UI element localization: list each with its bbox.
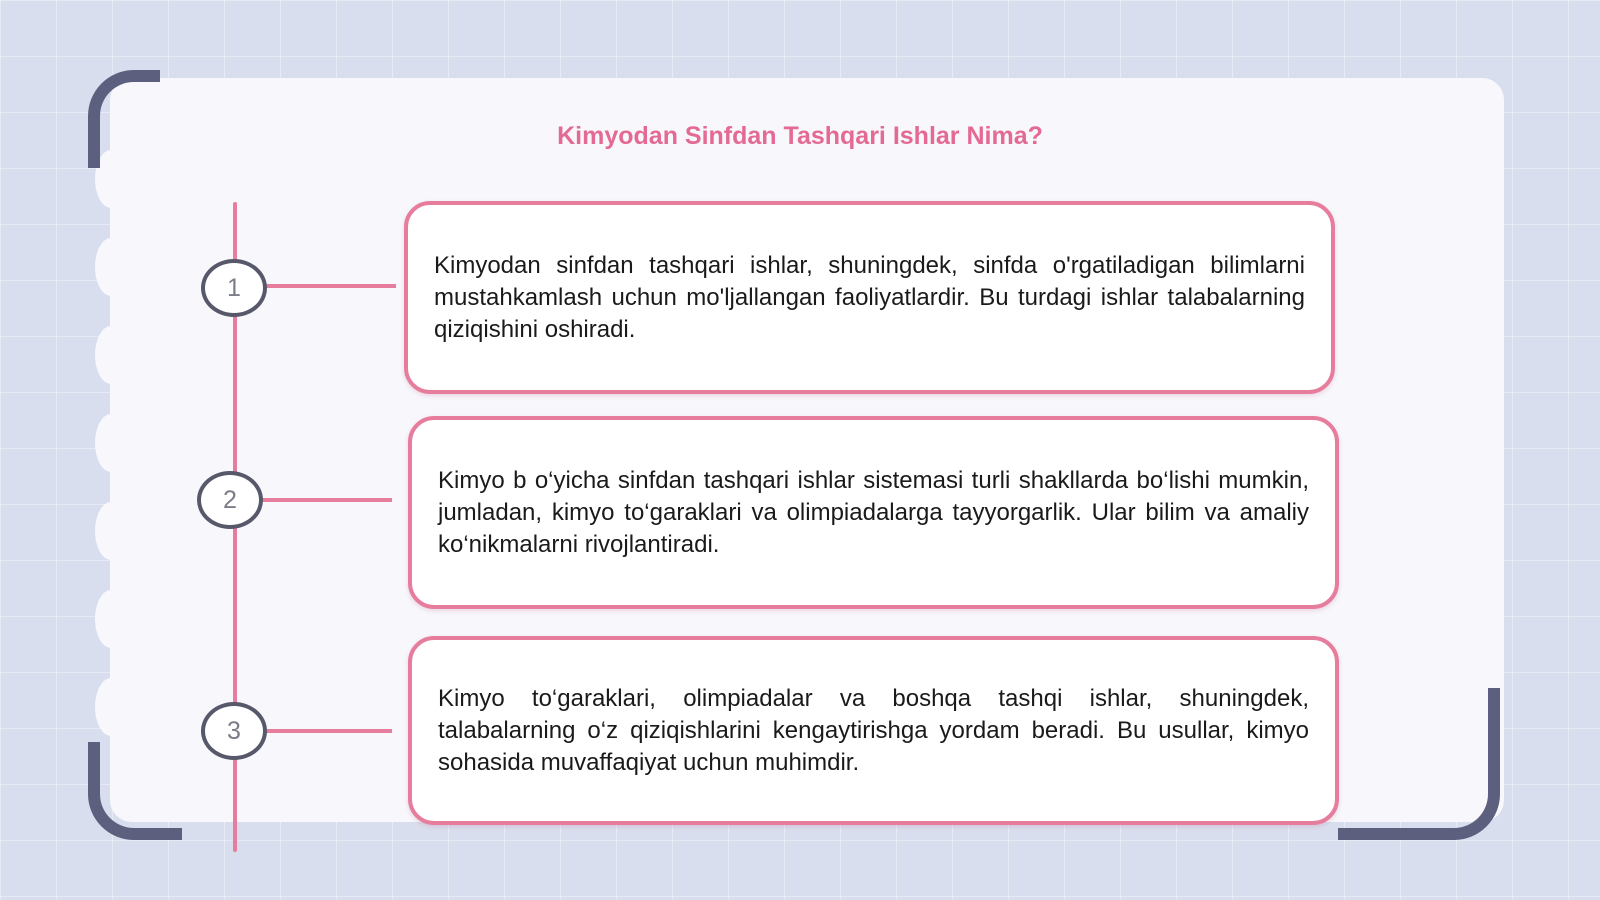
- timeline-connector-1: [266, 284, 396, 288]
- paper-scallop: [95, 238, 127, 296]
- step-number-2: 2: [197, 471, 263, 529]
- step-number-1: 1: [201, 259, 267, 317]
- slide-title: Kimyodan Sinfdan Tashqari Ishlar Nima?: [557, 122, 1043, 150]
- frame-corner-bottom-right: [1338, 688, 1500, 840]
- step-card-3-text: Kimyo to‘garaklari, olimpiadalar va boshqa tashqi ishlar, shuningdek, talabalarning o‘z qiziqishlarini kengaytirishga yordam beradi. Bu usullar, kimyo sohasida muvaffaqiyat uchun muhimdir.: [438, 684, 1309, 776]
- paper-scallop: [95, 326, 127, 384]
- timeline-connector-2: [262, 498, 392, 502]
- timeline-connector-3: [266, 729, 392, 733]
- paper-scallop: [95, 414, 127, 472]
- step-card-3: [408, 636, 1339, 825]
- paper-scallop: [95, 590, 127, 648]
- step-card-2: [408, 416, 1339, 609]
- paper-scallop: [95, 678, 127, 736]
- frame-corner-top-left: [88, 70, 160, 168]
- step-card-1-text: Kimyodan sinfdan tashqari ishlar, shuningdek, sinfda o'rgatiladigan bilimlarni mustahkamlash uchun mo'ljallangan faoliyatlardir. Bu turdagi ishlar talabalarning qiziqishini oshiradi.: [434, 251, 1305, 343]
- step-number-3: 3: [201, 702, 267, 760]
- frame-corner-bottom-left: [88, 742, 182, 840]
- step-card-1: [404, 201, 1335, 394]
- paper-scallop: [95, 502, 127, 560]
- step-card-2-text: Kimyo b o‘yicha sinfdan tashqari ishlar sistemasi turli shakllarda bo‘lishi mumkin, jumladan, kimyo to‘garaklari va olimpiadalarga tayyorgarlik. Ular bilim va amaliy ko‘nikmalarni rivojlantiradi.: [438, 466, 1309, 558]
